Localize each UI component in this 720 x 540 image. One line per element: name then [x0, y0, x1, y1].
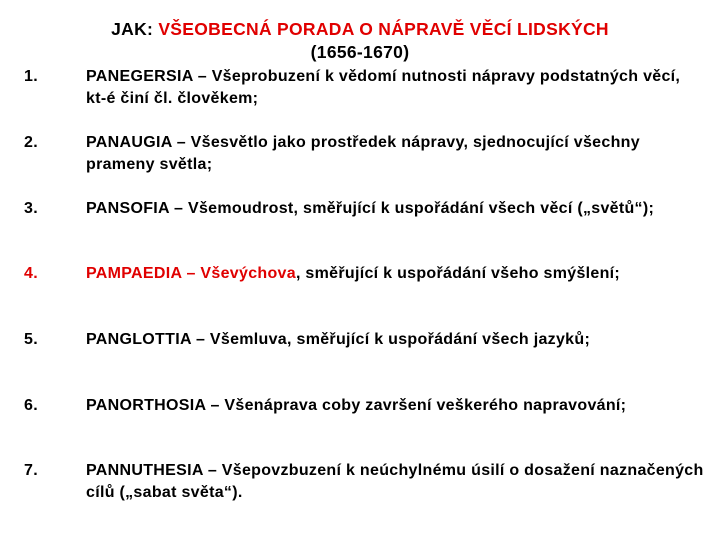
list-item	[24, 66, 704, 132]
title-prefix: JAK:	[111, 19, 159, 39]
list-item	[24, 198, 704, 263]
list-item	[24, 329, 704, 395]
list-item-number: 7.	[24, 462, 38, 479]
list-item-number: 6.	[24, 397, 38, 414]
list-item	[24, 395, 704, 460]
list-item-number: 4.	[24, 265, 38, 282]
list-item-text: PANSOFIA – Všemoudrost, směřující k uspořádání všech věcí („světů“);	[86, 200, 655, 217]
list-item-text: PANEGERSIA – Všeprobuzení k vědomí nutnosti nápravy podstatných věcí, kt-é činí čl. člověkem;	[86, 68, 681, 107]
list-item-text: PANNUTHESIA – Všepovzbuzení k neúchylnému úsilí o dosažení naznačených cílů („sabat světa“).	[86, 462, 704, 501]
list-item-number: 5.	[24, 331, 38, 348]
list-item	[24, 132, 704, 198]
list-item-number: 1.	[24, 68, 38, 85]
list-item-text: PANAUGIA – Všesvětlo jako prostředek nápravy, sjednocující všechny prameny světla;	[86, 134, 640, 173]
list-item-text: , směřující k uspořádání všeho smýšlení;	[295, 265, 621, 282]
slide-title	[40, 18, 680, 64]
list-item-number: 3.	[24, 200, 38, 217]
list-item	[24, 263, 704, 329]
list-item-text: PANGLOTTIA – Všemluva, směřující k uspořádání všech jazyků;	[86, 331, 591, 348]
list-item	[24, 460, 704, 526]
list-item-text: PANORTHOSIA – Všenáprava coby završení veškerého napravování;	[86, 397, 627, 414]
list-item-number: 2.	[24, 134, 38, 151]
list-item-highlight: PAMPAEDIA – Vševýchova	[86, 265, 296, 282]
numbered-list	[24, 66, 704, 526]
title-highlight: VŠEOBECNÁ PORADA O NÁPRAVĚ VĚCÍ LIDSKÝCH	[158, 19, 609, 39]
title-years: (1656-1670)	[310, 42, 410, 62]
